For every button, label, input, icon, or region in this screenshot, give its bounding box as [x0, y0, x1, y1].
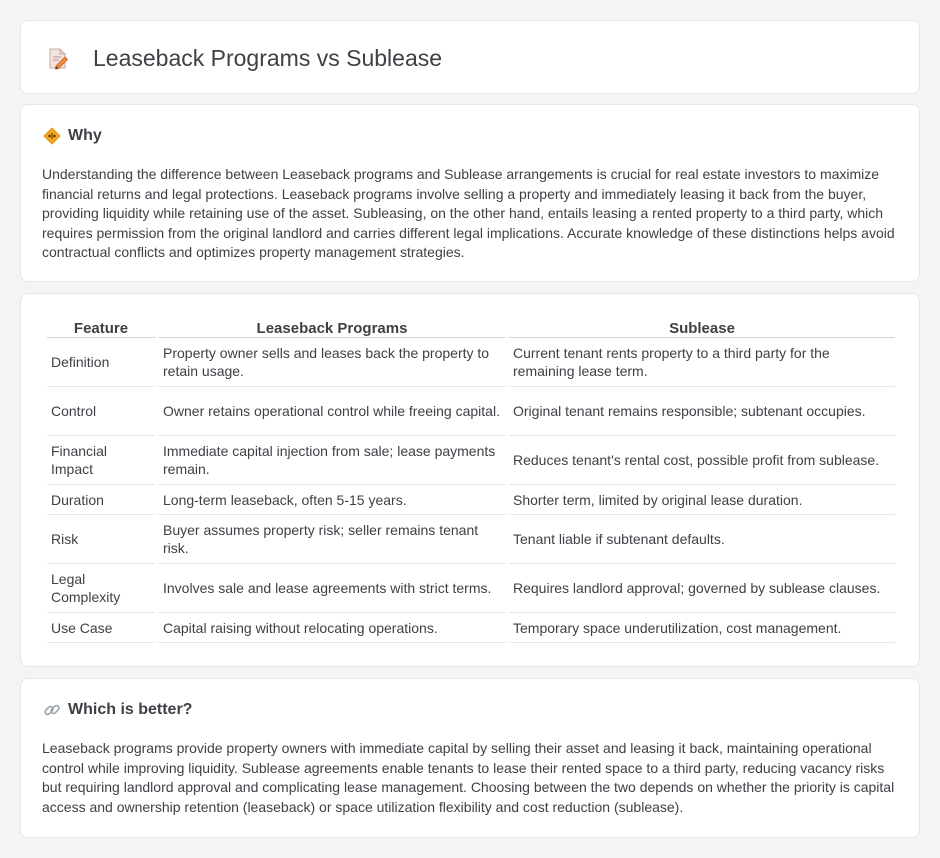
sublease-cell: Current tenant rents property to a third party for the remaining lease term. [509, 338, 895, 387]
leaseback-cell: Involves sale and lease agreements with strict terms. [159, 564, 505, 613]
sublease-cell: Requires landlord approval; governed by sublease clauses. [509, 564, 895, 613]
document-pencil-icon [47, 47, 69, 71]
why-heading [43, 127, 102, 145]
table-row [47, 515, 895, 564]
feature-cell: Control [47, 387, 155, 436]
why-section [20, 104, 920, 282]
column-header-feature: Feature [47, 316, 155, 338]
table-row [47, 613, 895, 643]
feature-cell: Use Case [47, 613, 155, 643]
feature-cell: Financial Impact [47, 436, 155, 485]
leaseback-cell: Long-term leaseback, often 5-15 years. [159, 485, 505, 515]
feature-cell: Legal Complexity [47, 564, 155, 613]
leaseback-cell: Buyer assumes property risk; seller remains tenant risk. [159, 515, 505, 564]
sublease-cell: Reduces tenant's rental cost, possible profit from sublease. [509, 436, 895, 485]
comparison-section [20, 293, 920, 667]
diamond-warning-icon [43, 127, 61, 145]
leaseback-cell: Property owner sells and leases back the property to retain usage. [159, 338, 505, 387]
feature-cell: Risk [47, 515, 155, 564]
column-header-sublease: Sublease [509, 316, 895, 338]
leaseback-cell: Capital raising without relocating operations. [159, 613, 505, 643]
table-row [47, 338, 895, 387]
header-card [20, 20, 920, 94]
better-title: Which is better? [68, 701, 193, 718]
sublease-cell: Temporary space underutilization, cost management. [509, 613, 895, 643]
which-is-better-section [20, 678, 920, 838]
table-header-row [47, 316, 895, 338]
comparison-table [43, 316, 899, 643]
table-row [47, 387, 895, 436]
better-text: Leaseback programs provide property owners with immediate capital by selling their asset and leasing it back, maintaining operational control while improving liquidity. Sublease agreements enable tenants to lease their rented space to a third party, reducing vacancy risks but requiring landlord approval and complicating lease management. Choosing between the two depends on whether the priority is capital access and ownership retention (leaseback) or space utilization flexibility and cost reduction (sublease). [42, 740, 895, 815]
column-header-leaseback: Leaseback Programs [159, 316, 505, 338]
sublease-cell: Tenant liable if subtenant defaults. [509, 515, 895, 564]
link-icon [43, 701, 61, 719]
feature-cell: Definition [47, 338, 155, 387]
leaseback-cell: Owner retains operational control while freeing capital. [159, 387, 505, 436]
sublease-cell: Original tenant remains responsible; subtenant occupies. [509, 387, 895, 436]
feature-cell: Duration [47, 485, 155, 515]
table-row [47, 564, 895, 613]
table-row [47, 485, 895, 515]
why-text: Understanding the difference between Leaseback programs and Sublease arrangements is crucial for real estate investors to maximize financial returns and legal protections. Leaseback programs involve selling a property and immediately leasing it back from the buyer, providing liquidity while retaining use of the asset. Subleasing, on the other hand, entails leasing a rented property to a third party, which requires permission from the original landlord and carries different legal implications. Accurate knowledge of these distinctions helps avoid contractual conflicts and optimizes property management strategies. [42, 166, 895, 261]
table-row [47, 436, 895, 485]
leaseback-cell: Immediate capital injection from sale; lease payments remain. [159, 436, 505, 485]
sublease-cell: Shorter term, limited by original lease duration. [509, 485, 895, 515]
why-title: Why [68, 127, 102, 144]
page-title: Leaseback Programs vs Sublease [93, 45, 443, 71]
better-heading [43, 701, 192, 719]
